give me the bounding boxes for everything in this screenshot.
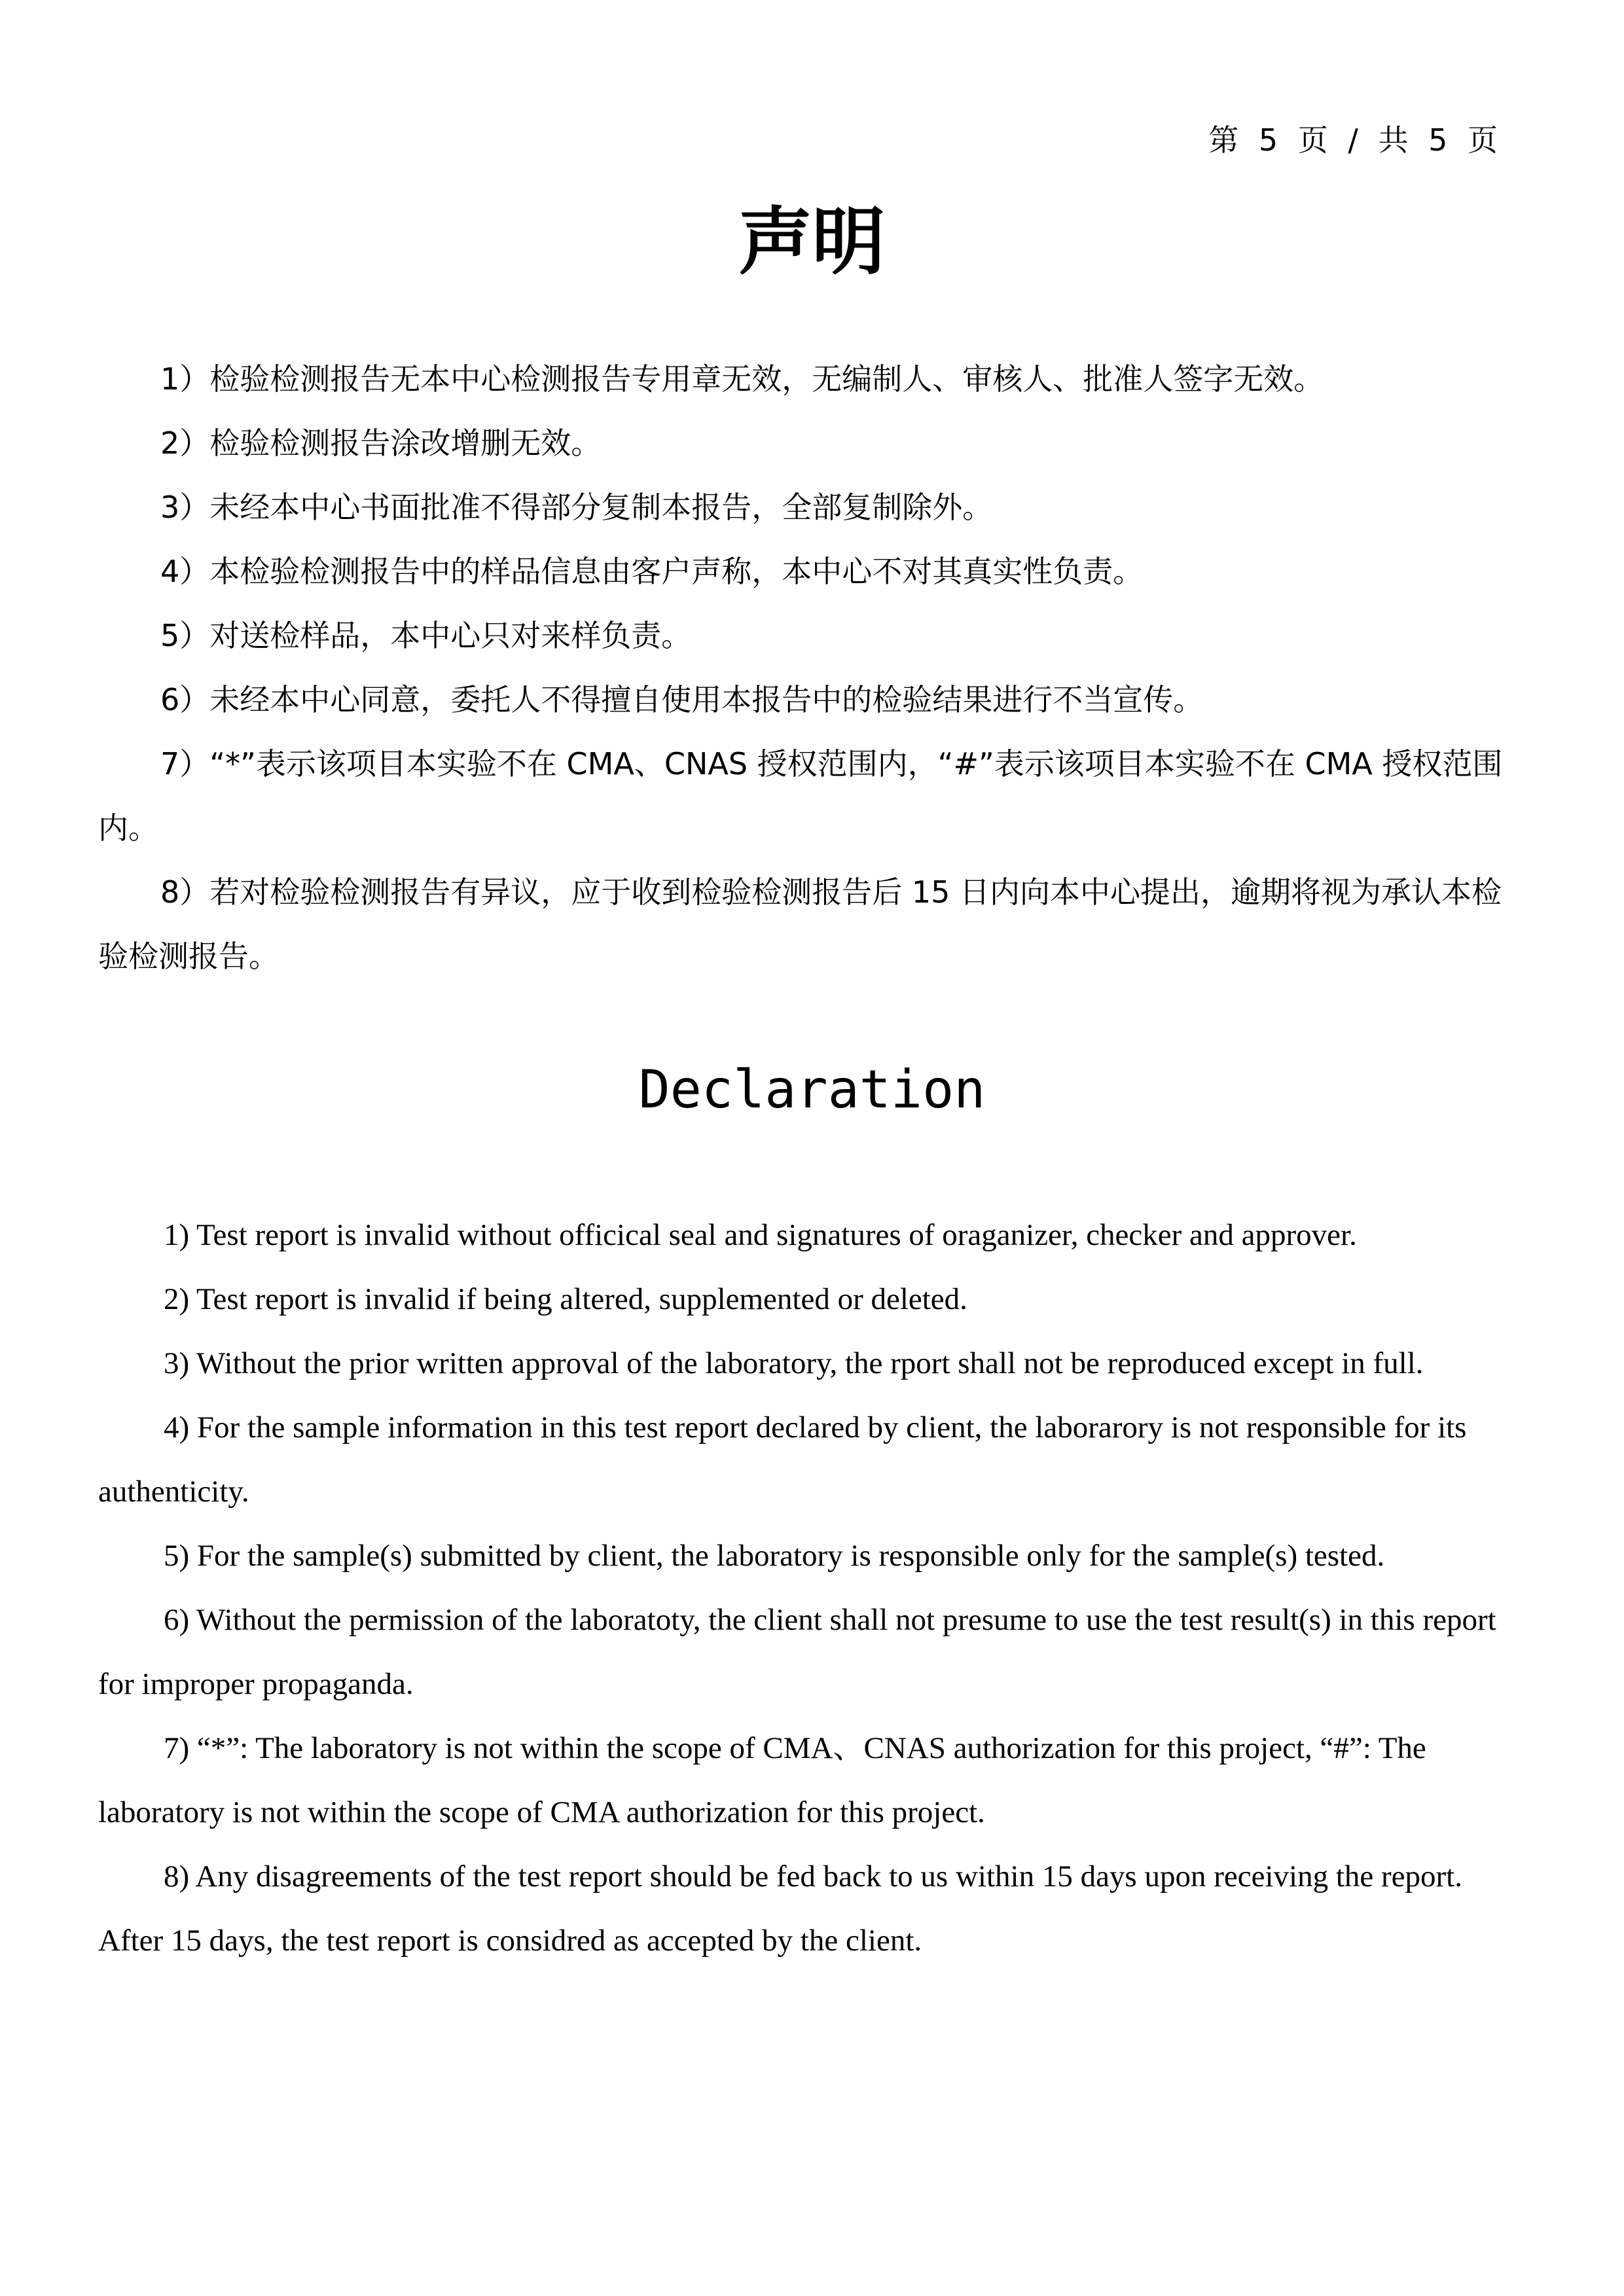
- chinese-declaration-item-4: 4）本检验检测报告中的样品信息由客户声称，本中心不对其真实性负责。: [160, 554, 1144, 589]
- chinese-declaration-item-3: 3）未经本中心书面批准不得部分复制本报告，全部复制除外。: [160, 490, 993, 525]
- english-declaration-title: Declaration: [638, 1059, 986, 1120]
- english-declaration-item-2: 2) Test report is invalid if being altered, supplemented or deleted.: [164, 1282, 967, 1316]
- page-number: 第 5 页 / 共 5 页: [1208, 122, 1503, 158]
- chinese-declaration-item-6: 6）未经本中心同意，委托人不得擅自使用本报告中的检验结果进行不当宣传。: [160, 682, 1204, 717]
- chinese-declaration-item-2: 2）检验检测报告涂改增删无效。: [160, 425, 602, 461]
- english-declaration-list: [98, 1203, 1532, 1973]
- chinese-declaration-item-1: 1）检验检测报告无本中心检测报告专用章无效，无编制人、审核人、批准人签字无效。: [160, 361, 1324, 397]
- chinese-declaration-title: 声明: [738, 199, 886, 285]
- chinese-declaration-item-8: 8）若对检验检测报告有异议，应于收到检验检测报告后 15 日内向本中心提出，逾期将视为承认本检验检测报告。: [98, 874, 1502, 974]
- english-declaration-item-6: 6) Without the permission of the laboratoty, the client shall not presume to use the test result(s) in this report for improper propaganda.: [98, 1603, 1496, 1701]
- english-declaration-item-7: 7) “*”: The laboratory is not within the scope of CMA、CNAS authorization for this project, “#”: The laboratory is not within the scope of CMA authorization for this project.: [98, 1731, 1426, 1829]
- english-declaration-item-1: 1) Test report is invalid without officical seal and signatures of oraganizer, checker and approver.: [164, 1218, 1357, 1252]
- chinese-declaration-item-5: 5）对送检样品，本中心只对来样负责。: [160, 618, 692, 653]
- english-declaration-item-3: 3) Without the prior written approval of the laboratory, the rport shall not be reproduced except in full.: [164, 1346, 1424, 1380]
- english-declaration-item-5: 5) For the sample(s) submitted by client, the laboratory is responsible only for the sample(s) tested.: [164, 1539, 1385, 1573]
- chinese-declaration-item-7: 7）“*”表示该项目本实验不在 CMA、CNAS 授权范围内，“#”表示该项目本实验不在 CMA 授权范围内。: [98, 746, 1503, 846]
- chinese-declaration-list: [98, 347, 1532, 988]
- english-declaration-item-8: 8) Any disagreements of the test report should be fed back to us within 15 days upon receiving the report. After 15 days, the test report is considred as accepted by the client.: [98, 1859, 1462, 1958]
- english-declaration-item-4: 4) For the sample information in this test report declared by client, the laborarory is not responsible for its authenticity.: [98, 1410, 1467, 1509]
